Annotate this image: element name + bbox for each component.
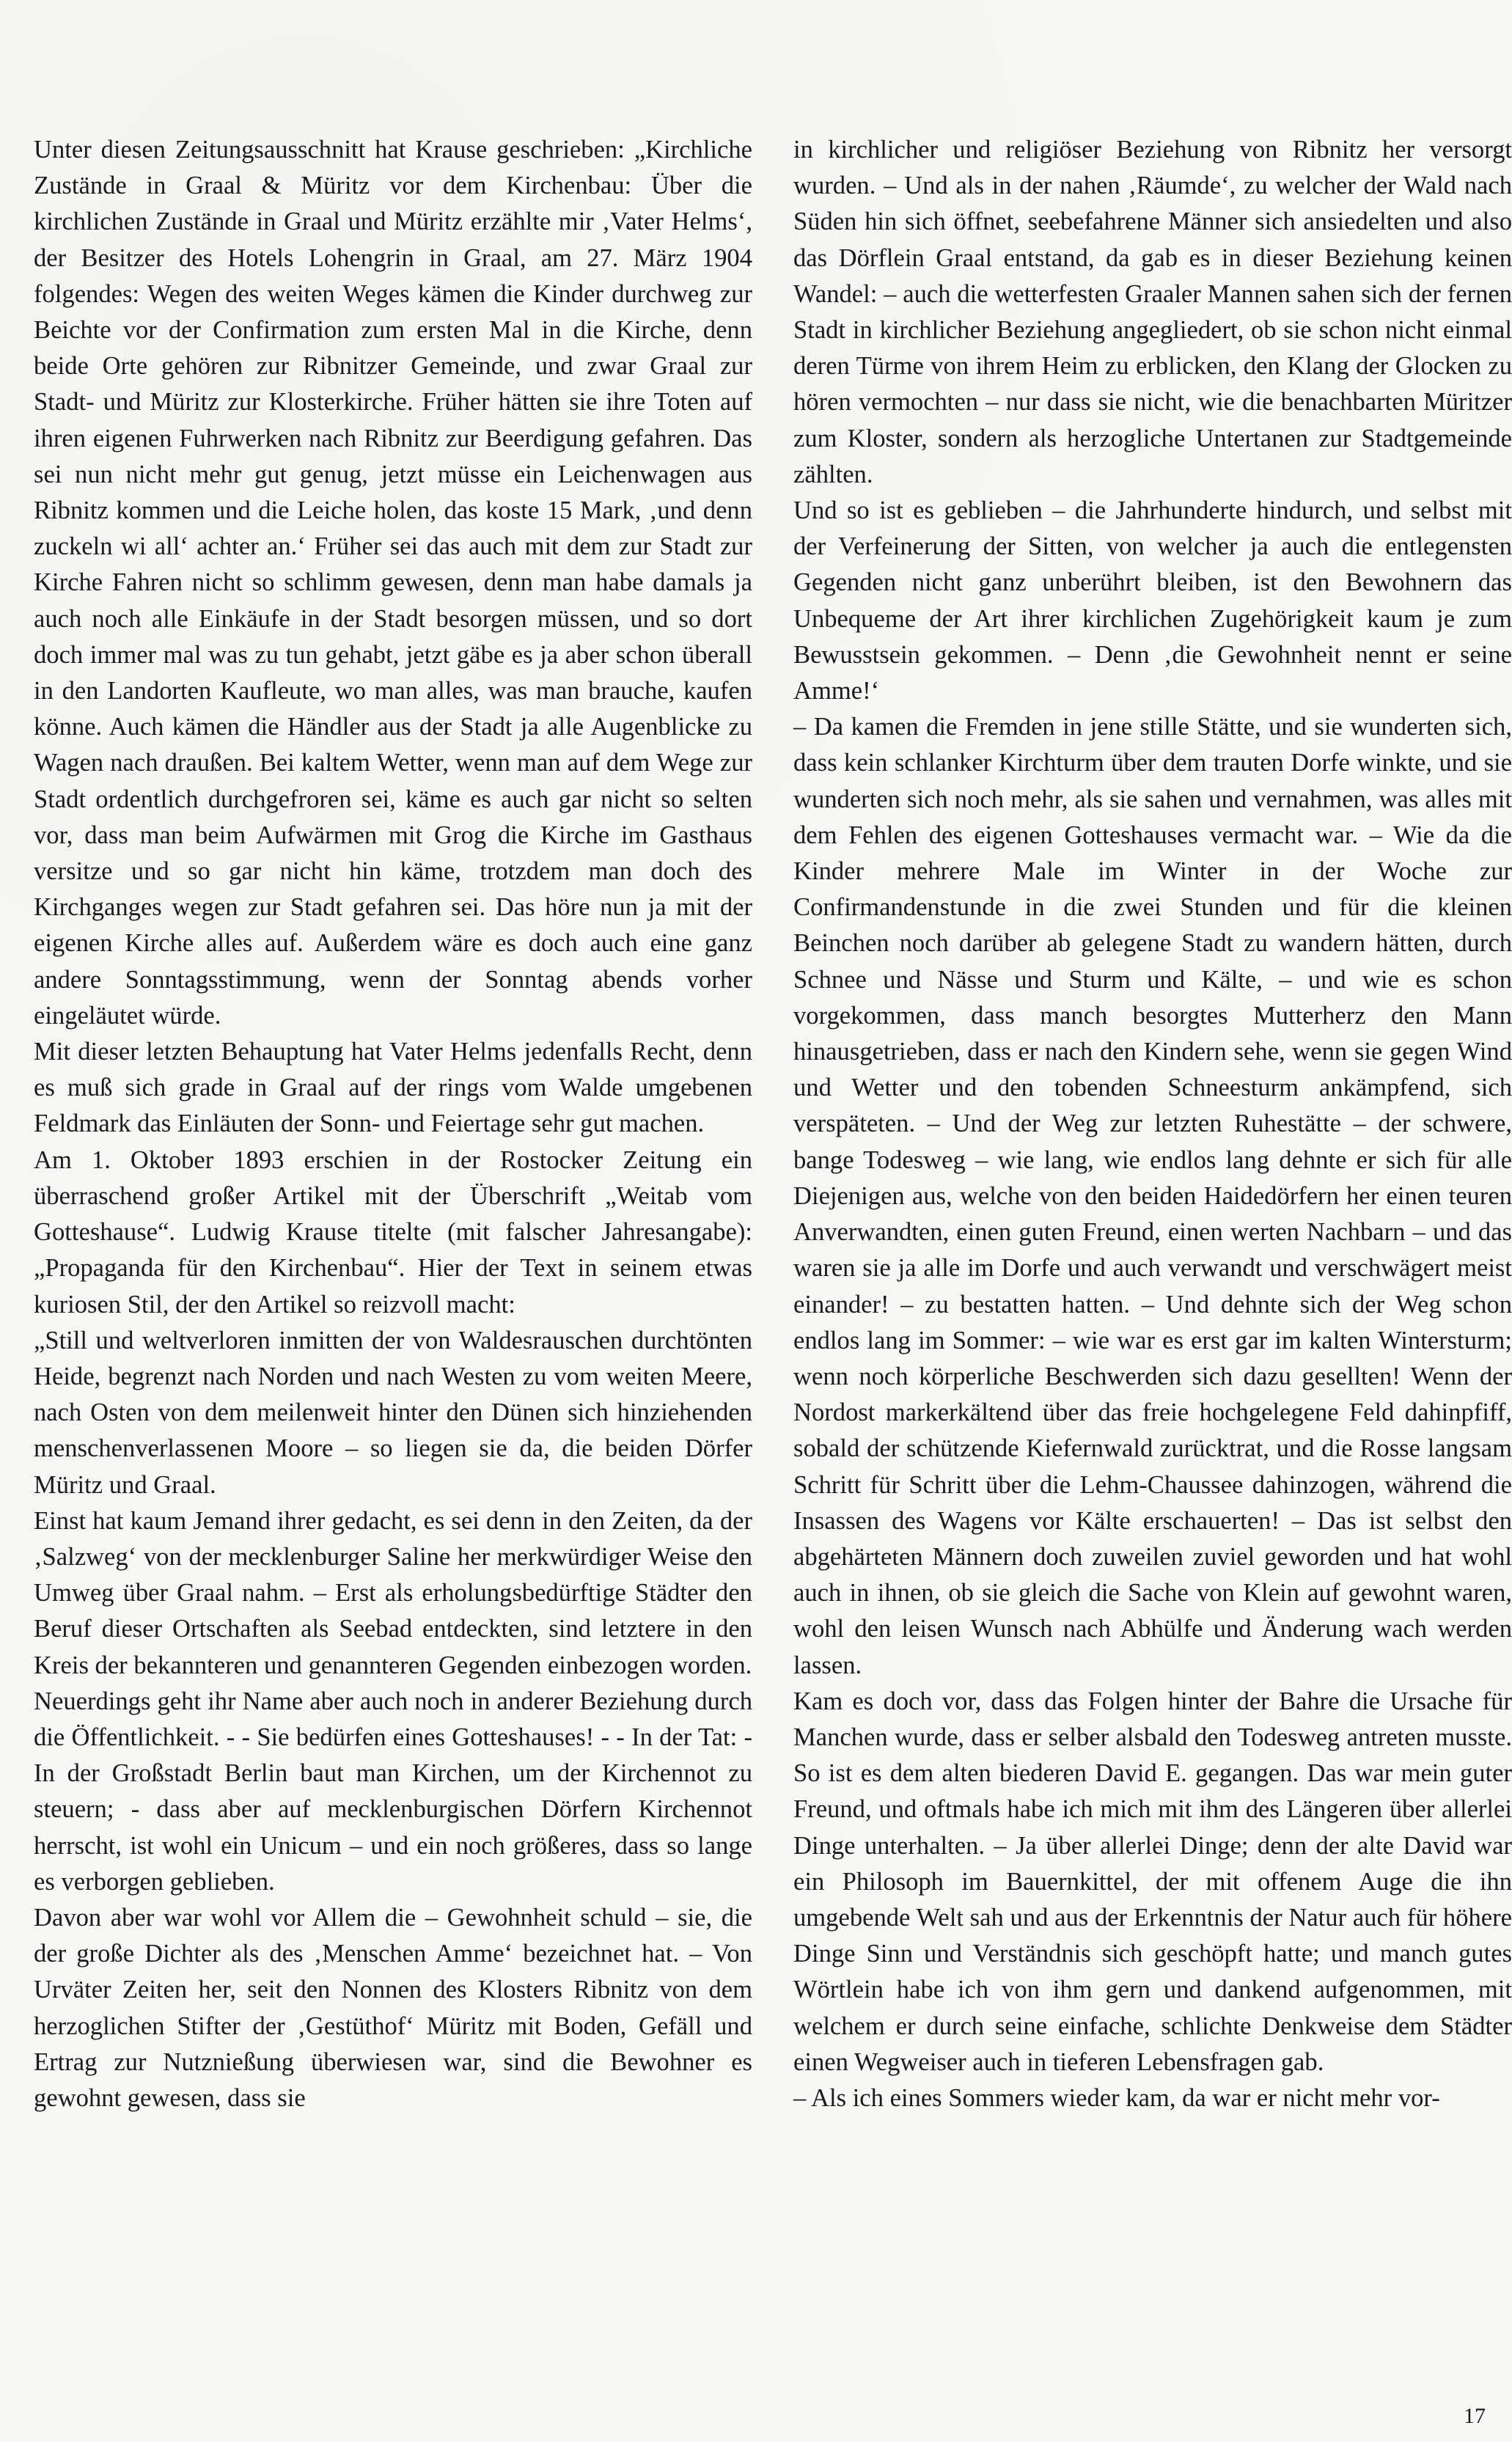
paragraph: – Als ich eines Sommers wieder kam, da war er nicht mehr vor-: [793, 2083, 1440, 2112]
paragraph: Kam es doch vor, dass das Folgen hinter der Bahre die Ursache für Manchen wurde, dass er selber alsbald den Todesweg antreten musste. So ist es dem alten biederen David E. gegangen. Das war mein guter Freund, und oftmals habe ich mich mit ihm des Längeren über allerlei Dinge unterhalten. – Ja über allerlei Dinge; denn der alte David war ein Philosoph im Bauernkittel, der mit offenem Auge die ihn umgebende Welt sah und aus der Erkenntnis der Natur auch für höhere Dinge Sinn und Verständnis sich geschöpft hatte; und manch gutes Wörtlein habe ich von ihm gern und dankend aufgenommen, mit welchem er durch seine einfache, schlichte Denkweise dem Städter einen Wegweiser auch in tieferen Lebensfragen gab.: [793, 1687, 1512, 2076]
paragraph: – Da kamen die Fremden in jene stille Stätte, und sie wunderten sich, dass kein schlanker Kirchturm über dem trauten Dorfe winkte, und sie wunderten sich noch mehr, als sie sahen und vernahmen, was alles mit dem Fehlen des eigenen Gotteshauses vermacht war. – Wie da die Kinder mehrere Male im Winter in der Woche zur Confirmandenstunde in die zwei Stunden und für die kleinen Beinchen noch darüber ab gelegene Stadt zu wandern hätten, durch Schnee und Nässe und Sturm und Kälte, – und wie es schon vorgekommen, dass manch besorgtes Mutterherz den Mann hinausgetrieben, dass er nach den Kindern sehe, wenn sie gegen Wind und Wetter und den tobenden Schneesturm ankämpfend, sich verspäteten. – Und der Weg zur letzten Ruhestätte – der schwere, bange Todesweg – wie lang, wie endlos lang dehnte er sich für alle Diejenigen aus, welche von den beiden Haidedörfern her einen teuren Anverwandten, einen guten Freund, einen werten Nachbarn – und das waren sie ja alle im Dorfe und auch verwandt und verschwägert meist einander! – zu bestatten hatten. – Und dehnte sich der Weg schon endlos lang im Sommer: – wie war es erst gar im kalten Wintersturm; wenn noch körperliche Beschwerden sich dazu gesellten! Wenn der Nordost markerkältend über das freie hochgelegene Feld dahinpfiff, sobald der schützende Kiefernwald zurücktrat, und die Rosse langsam Schritt für Schritt über die Lehm-Chaussee dahinzogen, während die Insassen des Wagens vor Kälte erschauerten! – Das ist selbst den abgehärteten Männern doch zuweilen zuviel geworden und hat wohl auch in ihnen, ob sie gleich die Sache von Klein auf gewohnt waren, wohl den leisen Wunsch nach Abhülfe und Änderung wach werden lassen.: [793, 713, 1512, 1679]
paragraph: „Still und weltverloren inmitten der von Waldesrauschen durchtönten Heide, begrenzt nach Norden und nach Westen zu vom weiten Meere, nach Osten von dem meilenweit hinter den Dünen sich hinziehenden menschenverlassenen Moore – so liegen sie da, die beiden Dörfer Müritz und Graal.: [34, 1326, 752, 1499]
paragraph: Einst hat kaum Jemand ihrer gedacht, es sei denn in den Zeiten, da der ‚Salzweg‘ von der mecklenburger Saline her merkwürdiger Weise den Umweg über Graal nahm. – Erst als erholungsbedürftige Städter den Beruf dieser Ortschaften als Seebad entdeckten, sind letztere in den Kreis der bekannteren und genannteren Gegenden einbezogen worden.: [34, 1506, 752, 1679]
paragraph: Mit dieser letzten Behauptung hat Vater Helms jedenfalls Recht, denn es muß sich grade in Graal auf der rings vom Walde umgebenen Feldmark das Einläuten der Sonn- und Feiertage sehr gut machen.: [34, 1038, 752, 1138]
page-number: 17: [1464, 2404, 1486, 2428]
paragraph: in kirchlicher und religiöser Beziehung von Ribnitz her versorgt wurden. – Und als in der nahen ‚Räumde‘, zu welcher der Wald nach Süden hin sich öffnet, seebefahrene Männer sich ansiedelten und also das Dörflein Graal entstand, da gab es in dieser Beziehung keinen Wandel: – auch die wetterfesten Graaler Mannen sahen sich der fernen Stadt in kirchlicher Beziehung angegliedert, ob sie schon nicht einmal deren Türme von ihrem Heim zu erblicken, den Klang der Glocken zu hören vermochten – nur dass sie nicht, wie die benachbarten Müritzer zum Kloster, sondern als herzogliche Untertanen zur Stadtgemeinde zählten.: [793, 136, 1512, 488]
right-text-column: [793, 132, 1512, 2116]
left-text-column: [34, 132, 752, 2116]
paragraph: Unter diesen Zeitungsausschnitt hat Krause geschrieben: „Kirchliche Zustände in Graal & Müritz vor dem Kirchenbau: Über die kirchlichen Zustände in Graal und Müritz erzählte mir ‚Vater Helms‘, der Besitzer des Hotels Lohengrin in Graal, am 27. März 1904 folgendes: Wegen des weiten Weges kämen die Kinder durchweg zur Beichte vor der Confirmation zum ersten Mal in die Kirche, denn beide Orte gehören zur Ribnitzer Gemeinde, und zwar Graal zur Stadt- und Müritz zur Klosterkirche. Früher hätten sie ihre Toten auf ihren eigenen Fuhrwerken nach Ribnitz zur Beerdigung gefahren. Das sei nun nicht mehr gut genug, jetzt müsse ein Leichenwagen aus Ribnitz kommen und die Leiche holen, das koste 15 Mark, ‚und denn zuckeln wi all‘ achter an.‘ Früher sei das auch mit dem zur Stadt zur Kirche Fahren nicht so schlimm gewesen, denn man habe damals ja auch noch alle Einkäufe in der Stadt besorgen müssen, und so dort doch immer mal was zu tun gehabt, jetzt gäbe es ja aber schon überall in den Landorten Kaufleute, wo man alles, was man brauche, kaufen könne. Auch kämen die Händler aus der Stadt ja alle Augenblicke zu Wagen nach draußen. Bei kaltem Wetter, wenn man auf dem Wege zur Stadt ordentlich durchgefroren sei, käme es auch gar nicht so selten vor, dass man beim Aufwärmen mit Grog die Kirche im Gasthaus versitze und so gar nicht hin käme, trotzdem man doch des Kirchganges wegen zur Stadt gefahren sei. Das höre nun ja mit der eigenen Kirche alles auf. Außerdem wäre es doch auch eine ganz andere Sonntagsstimmung, wenn der Sonntag abends vorher eingeläutet würde.: [34, 136, 752, 1030]
paragraph: Neuerdings geht ihr Name aber auch noch in anderer Beziehung durch die Öffentlichkeit. - - Sie bedürfen eines Gotteshauses! - - In der Tat: - In der Großstadt Berlin baut man Kirchen, um der Kirchennot zu steuern; - dass aber auf mecklenburgischen Dörfern Kirchennot herrscht, ist wohl ein Unicum – und ein noch größeres, dass so lange es verborgen geblieben.: [34, 1687, 752, 1896]
paragraph: Und so ist es geblieben – die Jahrhunderte hindurch, und selbst mit der Verfeinerung der Sitten, von welcher ja auch die entlegensten Gegenden nicht ganz unberührt bleiben, ist den Bewohnern das Unbequeme der Art ihrer kirchlichen Zugehörigkeit kaum je zum Bewusstsein gekommen. – Denn ‚die Gewohnheit nennt er seine Amme!‘: [793, 496, 1512, 705]
paragraph: Davon aber war wohl vor Allem die – Gewohnheit schuld – sie, die der große Dichter als des ‚Menschen Amme‘ bezeichnet hat. – Von Urväter Zeiten her, seit den Nonnen des Klosters Ribnitz von dem herzoglichen Stifter der ‚Gestüthof‘ Müritz mit Boden, Gefäll und Ertrag zur Nutznießung überwiesen war, sind die Bewohner es gewohnt gewesen, dass sie: [34, 1903, 752, 2112]
paragraph: Am 1. Oktober 1893 erschien in der Rostocker Zeitung ein überraschend großer Artikel mit der Überschrift „Weitab vom Gotteshause“. Ludwig Krause titelte (mit falscher Jahresangabe): „Propaganda für den Kirchenbau“. Hier der Text in seinem etwas kuriosen Stil, der den Artikel so reizvoll macht:: [34, 1145, 752, 1319]
